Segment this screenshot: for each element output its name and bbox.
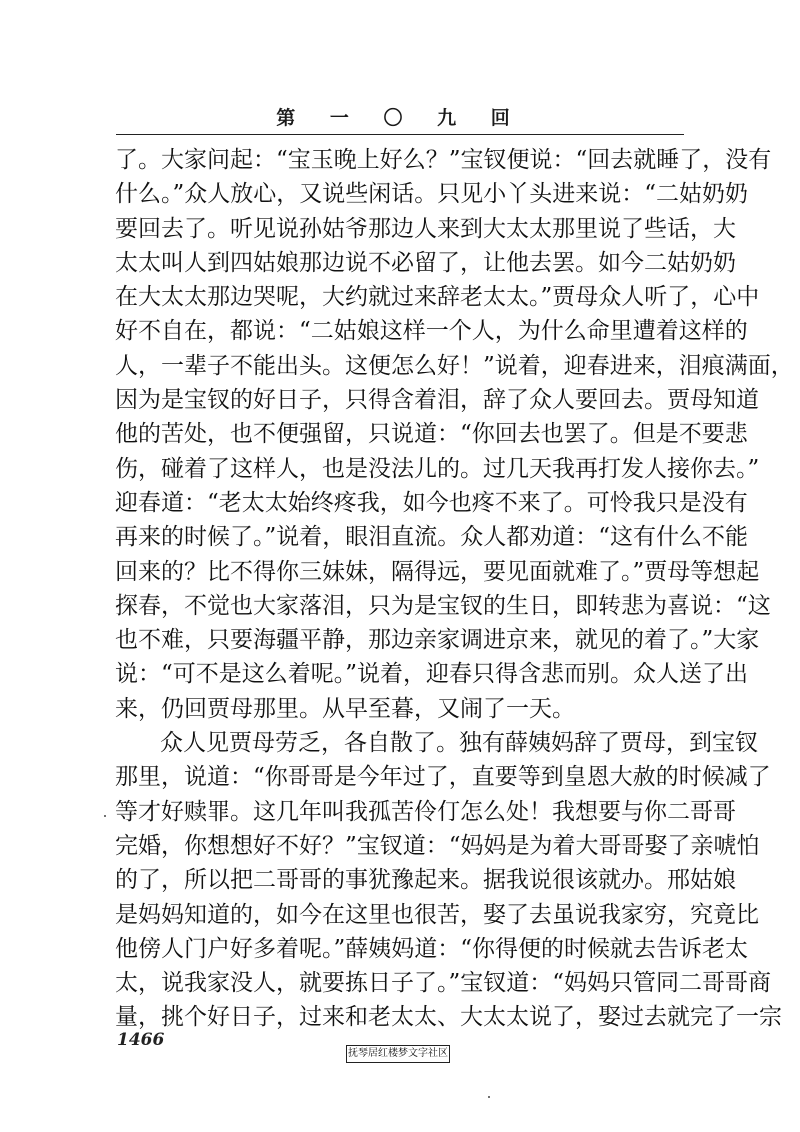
text-line: 那里，说道：“你哥哥是今年过了，直要等到皇恩大赦的时候减了	[115, 764, 771, 791]
text-line: 的了，所以把二哥哥的事犹豫起来。据我说很该就办。邢姑娘	[115, 867, 736, 894]
text-line: 因为是宝钗的好日子，只得含着泪，辞了众人要回去。贾母知道	[115, 387, 759, 414]
text-line: 要回去了。听见说孙姑爷那边人来到大太太那里说了些话，大	[115, 215, 736, 242]
text-line: 探春，不觉也大家落泪，只为是宝钗的生日，即转悲为喜说：“这	[115, 592, 771, 619]
text-line: 他的苦处，也不便强留，只说道：“你回去也罢了。但是不要悲	[115, 421, 748, 448]
text-line: 太，说我家没人，就要拣日子了。”宝钗道：“妈妈只管同二哥哥商	[115, 970, 772, 997]
chapter-header: 第 一 〇 九 回	[276, 107, 524, 129]
text-line: 等才好赎罪。这几年叫我孤苦伶仃怎么处！我想要与你二哥哥	[115, 798, 736, 825]
text-line: 人，一辈子不能出头。这便怎么好！”说着，迎春进来，泪痕满面，	[115, 352, 794, 379]
text-line: 回来的？比不得你三妹妹，隔得远，要见面就难了。”贾母等想起	[115, 558, 760, 585]
scan-speck	[104, 815, 106, 817]
text-line: 好不自在，都说：“二姑娘这样一个人，为什么命里遭着这样的	[115, 318, 748, 345]
text-line: 在大太太那边哭呢，大约就过来辞老太太。”贾母众人听了，心中	[115, 284, 760, 311]
text-line: 什么。”众人放心，又说些闲话。只见小丫头进来说：“二姑奶奶	[115, 181, 749, 208]
paragraph-end-line: 来，仍回贾母那里。从早至暮，又闹了一天。	[115, 695, 575, 722]
source-stamp: 抚琴居红楼梦文字社区	[346, 1045, 450, 1063]
text-line: 再来的时候了。”说着，眼泪直流。众人都劝道：“这有什么不能	[115, 524, 749, 551]
scan-speck	[488, 1096, 490, 1098]
text-line: 完婚，你想想好不好？”宝钗道：“妈妈是为着大哥哥娶了亲唬怕	[115, 832, 760, 859]
body-text	[115, 143, 794, 1035]
text-line: 伤，碰着了这样人，也是没法儿的。过几天我再打发人接你去。”	[115, 455, 760, 482]
text-line: 量，挑个好日子，过来和老太太、大太太说了，娶过去就完了一宗	[115, 1004, 782, 1031]
paragraph-start-line: 众人见贾母劳乏，各自散了。独有薛姨妈辞了贾母，到宝钗	[160, 730, 758, 757]
page-number: 1466	[117, 1030, 165, 1050]
text-line: 也不难，只要海疆平静，那边亲家调进京来，就见的着了。”大家	[115, 627, 760, 654]
header-rule	[116, 134, 684, 135]
text-line: 了。大家问起：“宝玉晚上好么？”宝钗便说：“回去就睡了，没有	[115, 147, 772, 173]
text-line: 太太叫人到四姑娘那边说不必留了，让他去罢。如今二姑奶奶	[115, 249, 736, 276]
text-line: 他傍人门户好多着呢。”薛姨妈道：“你得便的时候就去告诉老太	[115, 935, 749, 962]
text-line: 说：“可不是这么着呢。”说着，迎春只得含悲而别。众人送了出	[115, 661, 749, 688]
text-line: 迎春道：“老太太始终疼我，如今也疼不来了。可怜我只是没有	[115, 489, 748, 516]
text-line: 是妈妈知道的，如今在这里也很苦，娶了去虽说我家穷，究竟比	[115, 901, 759, 928]
